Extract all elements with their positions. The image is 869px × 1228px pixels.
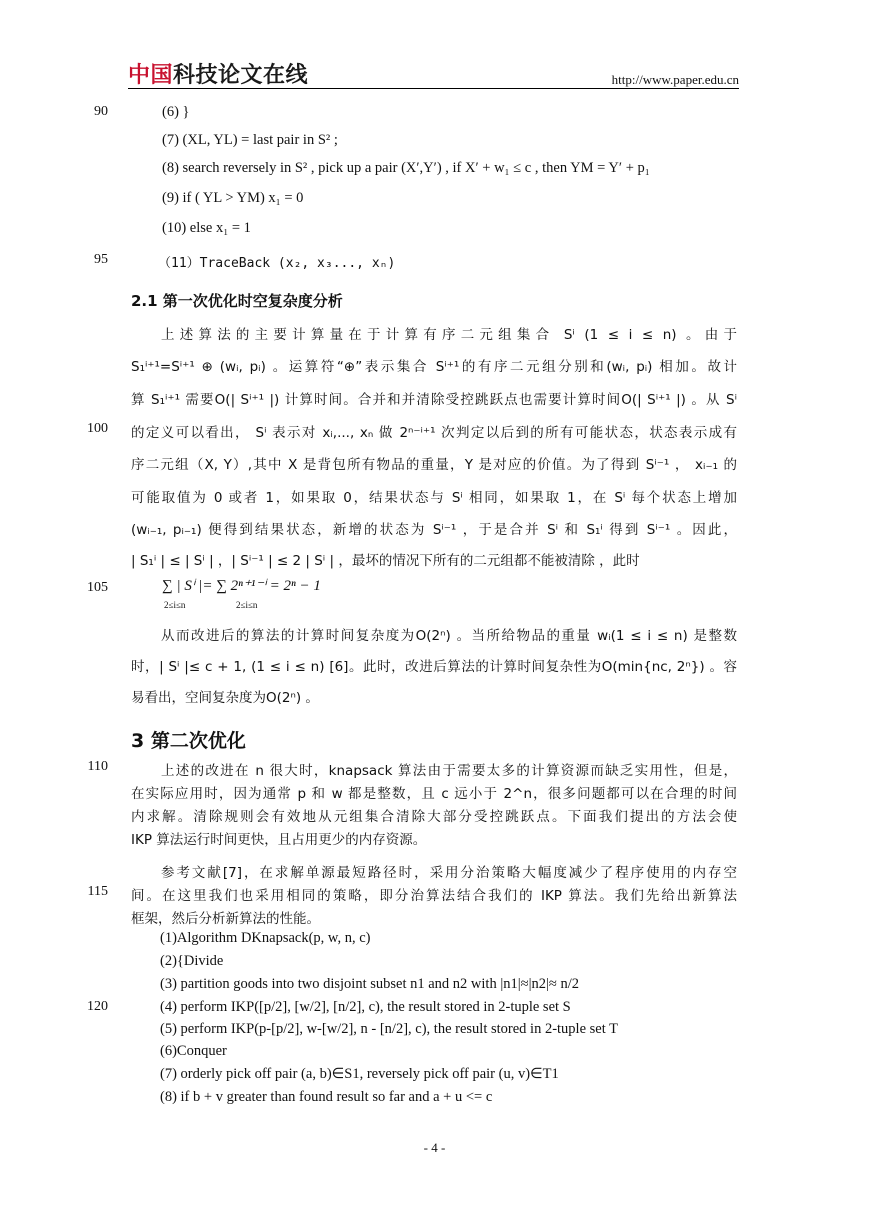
paragraph-line: IKP 算法运行时间更快，且占用更少的内存资源。	[131, 832, 427, 848]
paragraph-line: 可能取值为 0 或者 1，如果取 0，结果状态与 Sⁱ 相同，如果取 1，在 Sⁱ 每个状态上增加	[131, 490, 737, 506]
header-rule	[128, 88, 739, 89]
algo-line: (7) (XL, YL) = last pair in S² ;	[162, 132, 338, 148]
equation-subscript: 2≤i≤n	[164, 600, 186, 610]
section-heading: 2.1 第一次优化时空复杂度分析	[131, 292, 343, 310]
paragraph-line: 序二元组（X, Y）,其中 X 是背包所有物品的重量，Y 是对应的价值。为了得到 Sⁱ⁻¹ ， xᵢ₋₁ 的	[131, 457, 737, 473]
algo-line: (2){Divide	[160, 953, 224, 969]
algo-line: (6)Conquer	[160, 1043, 227, 1059]
line-number: 90	[94, 104, 108, 119]
algo-line: (5) perform IKP(p-[p/2], w-[w/2], n - [n/2], c), the result stored in 2-tuple set T	[160, 1021, 618, 1037]
paragraph-line: 参考文献[7]，在求解单源最短路径时，采用分治策略大幅度减少了程序使用的内存空	[161, 865, 737, 881]
paragraph-line: 时，| Sⁱ |≤ c + 1, (1 ≤ i ≤ n) [6]。此时，改进后算法的计算时间复杂性为O(min{nc, 2ⁿ}) 。容	[131, 659, 737, 675]
algo-line: （11）TraceBack (x₂, x₃..., xₙ)	[158, 256, 396, 271]
line-number: 105	[87, 580, 108, 595]
line-number: 95	[94, 252, 108, 267]
algo-line: (8) search reversely in S² , pick up a pair (X′,Y′) , if X′ + w₁ ≤ c , then YM = Y′ + p₁	[162, 160, 650, 176]
algo-line: (6) }	[162, 104, 190, 120]
algo-line: (8) if b + v greater than found result so far and a + u <= c	[160, 1089, 493, 1105]
paragraph-line: 易看出，空间复杂度为O(2ⁿ) 。	[131, 690, 319, 706]
paragraph-line: 从而改进后的算法的计算时间复杂度为O(2ⁿ) 。当所给物品的重量 wᵢ(1 ≤ i ≤ n) 是整数	[161, 628, 737, 644]
paragraph-line: | S₁ⁱ | ≤ | Sⁱ | ，| Sⁱ⁻¹ | ≤ 2 | Sⁱ | ，最坏的情况下所有的二元组都不能被清除 ，此时	[131, 553, 640, 569]
line-number: 120	[87, 999, 108, 1014]
algo-line: (7) orderly pick off pair (a, b)∈S1, reversely pick off pair (u, v)∈T1	[160, 1066, 559, 1082]
site-logo: 中国科技论文在线	[128, 63, 309, 88]
line-number: 110	[87, 759, 108, 774]
page-number: - 4 -	[423, 1140, 446, 1155]
line-number: 100	[87, 421, 108, 436]
equation: ∑ | Sⁱ |= ∑ 2ⁿ⁺¹⁻ⁱ = 2ⁿ − 1	[162, 578, 321, 594]
algo-line: (3) partition goods into two disjoint subset n1 and n2 with |n1|≈|n2|≈ n/2	[160, 976, 580, 992]
paragraph-line: 内求解。清除规则会有效地从元组集合清除大部分受控跳跃点。下面我们提出的方法会使	[131, 809, 737, 825]
paragraph-line: 上述算法的主要计算量在于计算有序二元组集合 Sⁱ (1 ≤ i ≤ n) 。由于	[161, 327, 737, 343]
paragraph-line: 算 S₁ⁱ⁺¹ 需要O(| Sⁱ⁺¹ |) 计算时间。合并和并清除受控跳跃点也需要计算时间O(| Sⁱ⁺¹ |) 。从 Sⁱ	[131, 392, 737, 408]
equation-subscript: 2≤i≤n	[236, 600, 258, 610]
line-number: 115	[87, 884, 108, 899]
section-heading: 3 第二次优化	[131, 730, 246, 752]
paragraph-line: 间。在这里我们也采用相同的策略，即分治算法结合我们的 IKP 算法。我们先给出新算法	[131, 888, 737, 904]
algo-line: (1)Algorithm DKnapsack(p, w, n, c)	[160, 930, 371, 946]
paragraph-line: 在实际应用时，因为通常 p 和 w 都是整数，且 c 远小于 2^n，很多问题都可以在合理的时间	[131, 786, 737, 802]
paragraph-line: 框架，然后分析新算法的性能。	[131, 911, 320, 927]
header-url: http://www.paper.edu.cn	[611, 72, 739, 87]
paragraph-line: 的定义可以看出， Sⁱ 表示对 xᵢ,..., xₙ 做 2ⁿ⁻ⁱ⁺¹ 次判定以后到的所有可能状态，状态表示成有	[131, 425, 737, 441]
paragraph-line: (wᵢ₋₁, pᵢ₋₁) 便得到结果状态，新增的状态为 Sⁱ⁻¹ ，于是合并 Sⁱ 和 S₁ⁱ 得到 Sⁱ⁻¹ 。因此，	[131, 522, 737, 538]
paragraph-line: S₁ⁱ⁺¹=Sⁱ⁺¹ ⊕ (wᵢ, pᵢ) 。运算符“⊕”表示集合 Sⁱ⁺¹的有序二元组分别和(wᵢ, pᵢ) 相加。故计	[131, 359, 737, 375]
algo-line: (4) perform IKP([p/2], [w/2], [n/2], c), the result stored in 2-tuple set S	[160, 999, 571, 1015]
algo-line: (9) if ( YL > YM) x₁ = 0	[162, 190, 304, 206]
algo-line: (10) else x₁ = 1	[162, 220, 251, 236]
paragraph-line: 上述的改进在 n 很大时，knapsack 算法由于需要太多的计算资源而缺乏实用性，但是，	[161, 763, 737, 779]
